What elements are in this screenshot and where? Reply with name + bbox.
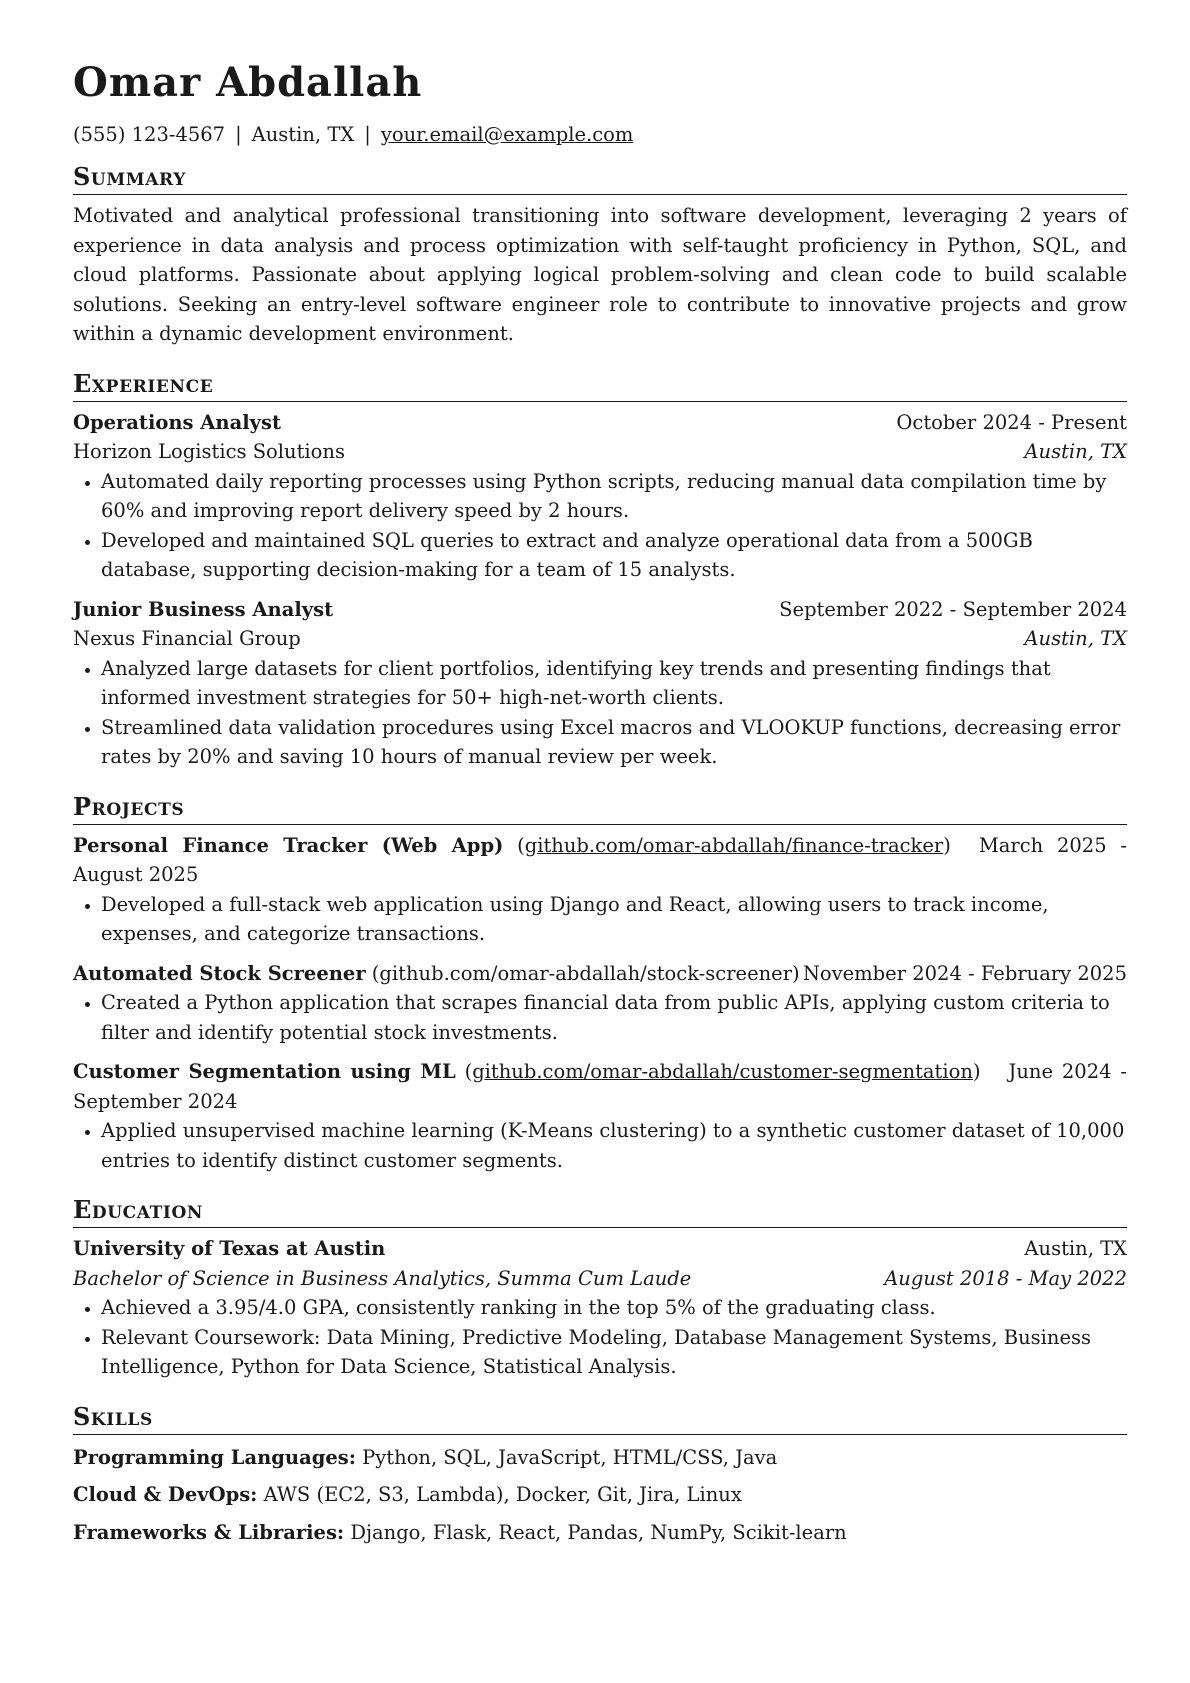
contact-line <box>73 122 1127 148</box>
degree: Bachelor of Science in Business Analytics, Summa Cum Laude <box>73 1266 692 1290</box>
job-location: Austin, TX <box>1024 440 1127 463</box>
email-link[interactable]: your.email@example.com <box>380 123 634 146</box>
resume-page <box>73 58 1127 1547</box>
skill-label: Cloud & DevOps: <box>73 1483 258 1506</box>
job-dates: October 2024 - Present <box>896 410 1127 434</box>
skill-label: Frameworks & Libraries: <box>73 1520 345 1544</box>
bullet-list <box>73 467 1127 585</box>
bullet-item: • Achieved a 3.95/4.0 GPA, consistently ranking in the top 5% of the graduating class. <box>101 1293 1127 1323</box>
project-name: Automated Stock Screener <box>73 961 366 985</box>
skill-value: Django, Flask, React, Pandas, NumPy, Scikit-learn <box>350 1520 847 1544</box>
school-name: University of Texas at Austin <box>73 1237 386 1260</box>
project-link[interactable]: github.com/omar-abdallah/finance-tracker <box>524 833 944 857</box>
section-title-projects: Projects <box>73 792 1127 825</box>
experience-entry <box>73 408 1127 585</box>
project-dates: June 2024 - September 2024 <box>73 1060 1128 1113</box>
project-entry: Personal Finance Tracker (Web App) (github.com/omar-abdallah/finance-tracker) March 2025 - August 2025 • Developed a full-stack web application using Django and React, allowing users to track income, expenses, and categorize transactions. <box>73 831 1127 949</box>
section-title-experience: Experience <box>73 369 1127 402</box>
skill-row <box>73 1480 1127 1510</box>
location: Austin, TX <box>251 123 355 146</box>
job-title: Junior Business Analyst <box>73 597 334 621</box>
phone-number: (555) 123-4567 <box>73 123 226 146</box>
section-title-education: Education <box>73 1195 1127 1228</box>
bullet-item: • Developed a full-stack web application using Django and React, allowing users to track income, expenses, and categorize transactions. <box>101 890 1127 949</box>
bullet-list <box>73 1116 1127 1175</box>
company-name: Horizon Logistics Solutions <box>73 440 345 463</box>
project-entry: Automated Stock Screener (github.com/omar-abdallah/stock-screener) November 2024 - February 2025 • Created a Python application that scrapes financial data from public APIs, applying custom criteria to filter and identify potential stock investments. <box>73 959 1127 1048</box>
bullet-item: • Applied unsupervised machine learning (K-Means clustering) to a synthetic customer dataset of 10,000 entries to identify distinct customer segments. <box>101 1116 1127 1175</box>
bullet-list <box>73 988 1127 1047</box>
job-location: Austin, TX <box>1024 627 1127 650</box>
job-dates: September 2022 - September 2024 <box>779 597 1127 621</box>
candidate-name: Omar Abdallah <box>73 59 423 106</box>
project-link[interactable]: github.com/omar-abdallah/stock-screener <box>379 961 793 985</box>
company-name: Nexus Financial Group <box>73 627 301 650</box>
project-dates: November 2024 - February 2025 <box>802 961 1127 985</box>
school-location: Austin, TX <box>1024 1237 1127 1260</box>
bullet-item: • Streamlined data validation procedures using Excel macros and VLOOKUP functions, decreasing error rates by 20% and saving 10 hours of manual review per week. <box>101 713 1127 772</box>
section-title-skills: Skills <box>73 1402 1127 1435</box>
skill-value: Python, SQL, JavaScript, HTML/CSS, Java <box>362 1445 778 1469</box>
separator: | <box>364 123 371 146</box>
project-entry: Customer Segmentation using ML (github.com/omar-abdallah/customer-segmentation) June 2024 - September 2024 • Applied unsupervised machine learning (K-Means clustering) to a synthetic customer dataset of 10,000 entries to identify distinct customer segments. <box>73 1057 1127 1175</box>
bullet-item: • Relevant Coursework: Data Mining, Predictive Modeling, Database Management Systems, Business Intelligence, Python for Data Science, Statistical Analysis. <box>101 1323 1127 1382</box>
section-title-summary: Summary <box>73 162 1127 195</box>
education-dates: August 2018 - May 2022 <box>884 1266 1127 1290</box>
skill-label: Programming Languages: <box>73 1445 356 1469</box>
bullet-item: • Automated daily reporting processes using Python scripts, reducing manual data compilation time by 60% and improving report delivery speed by 2 hours. <box>101 467 1127 526</box>
bullet-item: • Analyzed large datasets for client portfolios, identifying key trends and presenting findings that informed investment strategies for 50+ high-net-worth clients. <box>101 654 1127 713</box>
project-link[interactable]: github.com/omar-abdallah/customer-segmentation <box>472 1060 973 1083</box>
bullet-list <box>73 890 1127 949</box>
separator: | <box>235 123 242 146</box>
experience-entry <box>73 595 1127 772</box>
project-name: Personal Finance Tracker (Web App) <box>73 833 504 857</box>
education-entry <box>73 1234 1127 1382</box>
skill-value: AWS (EC2, S3, Lambda), Docker, Git, Jira, Linux <box>263 1483 742 1506</box>
project-name: Customer Segmentation using ML <box>73 1060 456 1083</box>
bullet-item: • Developed and maintained SQL queries to extract and analyze operational data from a 500GB database, supporting decision-making for a team of 15 analysts. <box>101 526 1127 585</box>
skill-row <box>73 1443 1127 1473</box>
skill-row <box>73 1518 1127 1548</box>
summary-text: Motivated and analytical professional transitioning into software development, leveraging 2 years of experience in data analysis and process optimization with self-taught proficiency in Python, SQL, and cloud platforms. Passionate about applying logical problem-solving and clean code to build scalable solutions. Seeking an entry-level software engineer role to contribute to innovative projects and grow within a dynamic development environment. <box>73 204 1127 345</box>
bullet-list <box>73 654 1127 772</box>
project-dates: March 2025 - August 2025 <box>73 833 1127 886</box>
bullet-item: • Created a Python application that scrapes financial data from public APIs, applying custom criteria to filter and identify potential stock investments. <box>101 988 1127 1047</box>
job-title: Operations Analyst <box>73 410 281 434</box>
bullet-list <box>73 1293 1127 1382</box>
